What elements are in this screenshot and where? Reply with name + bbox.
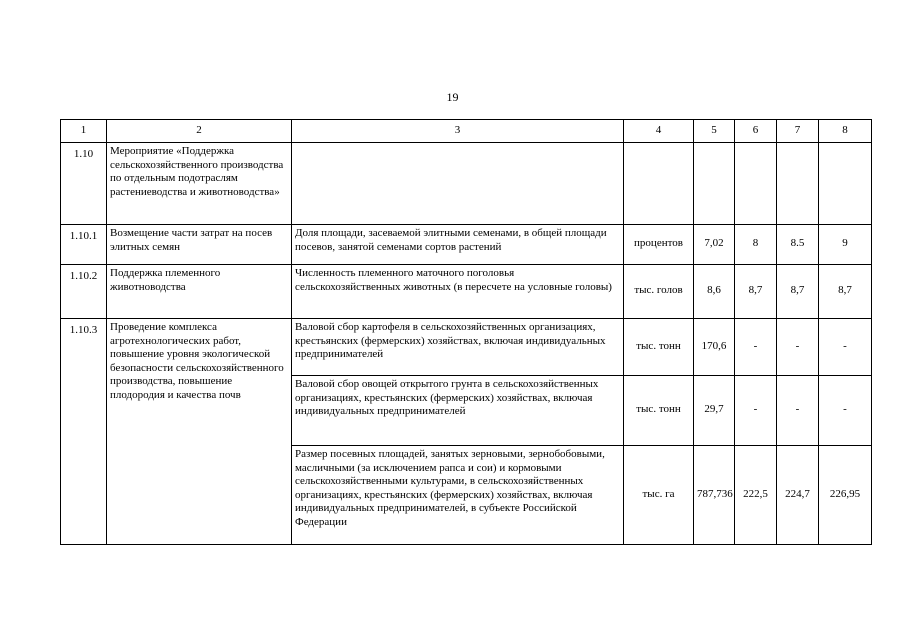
indicator-cell <box>292 143 624 225</box>
value-cell: - <box>777 376 819 446</box>
value-cell: 170,6 <box>694 319 735 376</box>
indicators-table <box>60 119 872 545</box>
row-number: 1.10.2 <box>61 265 107 319</box>
header-cell: 2 <box>107 120 292 143</box>
value-cell: - <box>735 376 777 446</box>
value-cell: 8.5 <box>777 225 819 265</box>
header-cell: 8 <box>819 120 872 143</box>
indicator-cell: Размер посевных площадей, занятых зерновыми, зернобобовыми, масличными (за исключением рапса и сои) и кормовыми сельскохозяйственными культурами, в сельскохозяйственных организациях, крестьянских (фермерских) хозяйствах, включая индивидуальных предпринимателей, в субъекте Российской Федерации <box>292 446 624 545</box>
unit-cell: тыс. голов <box>624 265 694 319</box>
table-row <box>61 225 872 265</box>
event-cell: Возмещение части затрат на посев элитных семян <box>107 225 292 265</box>
value-cell: 7,02 <box>694 225 735 265</box>
header-cell: 4 <box>624 120 694 143</box>
indicator-cell: Доля площади, засеваемой элитными семенами, в общей площади посевов, занятой семенами сортов растений <box>292 225 624 265</box>
unit-cell <box>624 143 694 225</box>
row-number: 1.10 <box>61 143 107 225</box>
indicator-cell: Численность племенного маточного поголовья сельскохозяйственных животных (в пересчете на условные головы) <box>292 265 624 319</box>
value-cell: 222,5 <box>735 446 777 545</box>
unit-cell: тыс. га <box>624 446 694 545</box>
event-cell: Мероприятие «Поддержка сельскохозяйственного производства по отдельным подотраслям растениеводства и животноводства» <box>107 143 292 225</box>
table-row <box>61 265 872 319</box>
header-cell: 3 <box>292 120 624 143</box>
header-cell: 6 <box>735 120 777 143</box>
value-cell: - <box>819 319 872 376</box>
unit-cell: процентов <box>624 225 694 265</box>
value-cell: 9 <box>819 225 872 265</box>
indicator-cell: Валовой сбор картофеля в сельскохозяйственных организациях, крестьянских (фермерских) хозяйствах, включая индивидуальных предпринимателей <box>292 319 624 376</box>
page-number: 19 <box>446 90 459 104</box>
event-cell: Поддержка племенного животноводства <box>107 265 292 319</box>
value-cell: 8 <box>735 225 777 265</box>
value-cell <box>694 143 735 225</box>
header-cell: 1 <box>61 120 107 143</box>
header-cell: 7 <box>777 120 819 143</box>
table-header-row <box>61 120 872 143</box>
value-cell: 8,7 <box>735 265 777 319</box>
value-cell: - <box>735 319 777 376</box>
unit-cell: тыс. тонн <box>624 376 694 446</box>
value-cell: - <box>777 319 819 376</box>
row-number: 1.10.3 <box>61 319 107 545</box>
indicator-cell: Валовой сбор овощей открытого грунта в сельскохозяйственных организациях, крестьянских (фермерских) хозяйствах, включая индивидуальных предпринимателей <box>292 376 624 446</box>
table-row <box>61 143 872 225</box>
value-cell: 226,95 <box>819 446 872 545</box>
value-cell: 8,7 <box>819 265 872 319</box>
value-cell <box>735 143 777 225</box>
value-cell <box>819 143 872 225</box>
value-cell: 8,6 <box>694 265 735 319</box>
unit-cell: тыс. тонн <box>624 319 694 376</box>
event-cell: Проведение комплекса агротехнологических работ, повышение уровня экологической безопасности сельскохозяйственного производства, повышение плодородия и качества почв <box>107 319 292 545</box>
row-number: 1.10.1 <box>61 225 107 265</box>
value-cell: 224,7 <box>777 446 819 545</box>
value-cell: 29,7 <box>694 376 735 446</box>
header-cell: 5 <box>694 120 735 143</box>
value-cell: 8,7 <box>777 265 819 319</box>
value-cell: - <box>819 376 872 446</box>
value-cell <box>777 143 819 225</box>
value-cell: 787,736 <box>694 446 735 545</box>
table-row <box>61 319 872 376</box>
